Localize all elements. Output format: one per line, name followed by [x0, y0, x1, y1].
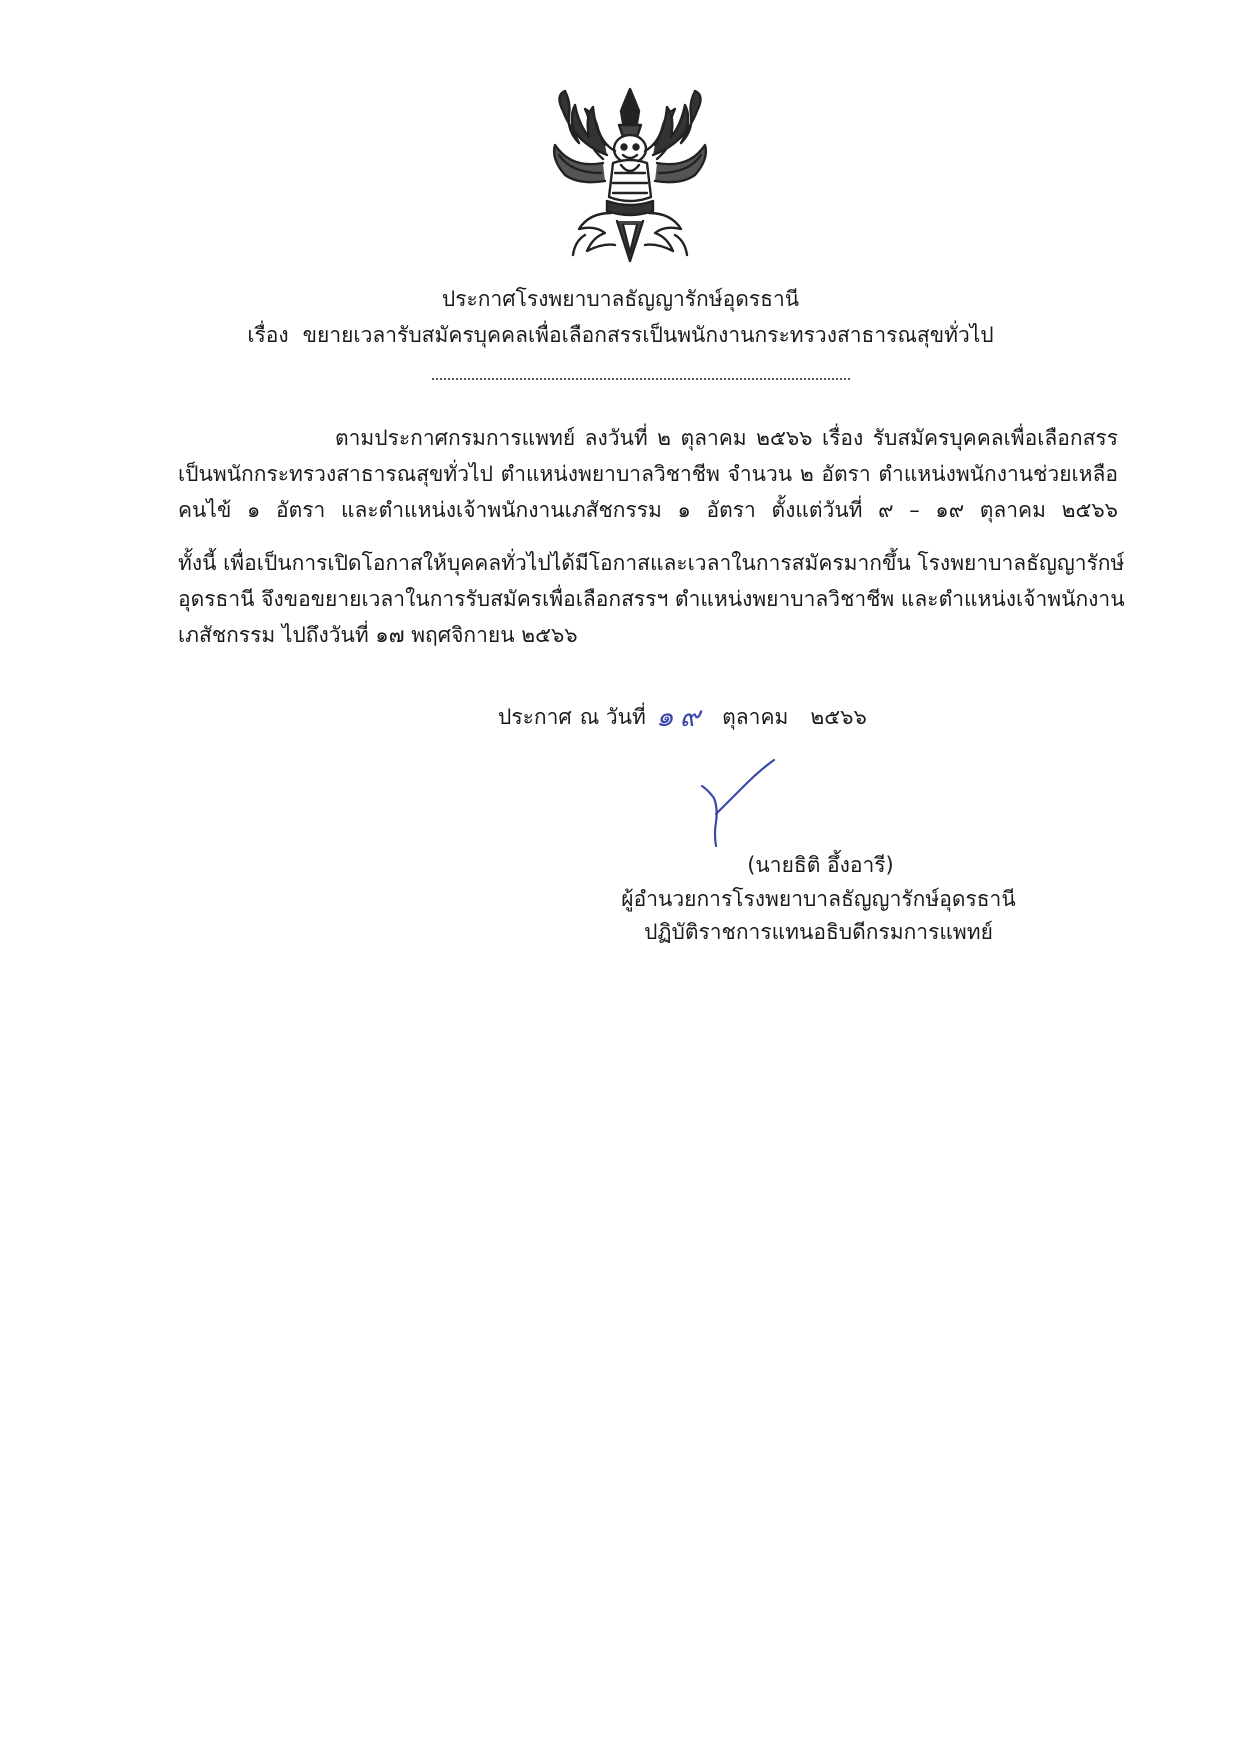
- date-day-handwritten: ๑๙: [655, 700, 707, 733]
- body-line: เภสัชกรรม ไปถึงวันที่ ๑๗ พฤศจิกายน ๒๕๖๖: [178, 623, 578, 647]
- announcement-subject: [0, 320, 1241, 350]
- signatory-name: (นายธิติ อึ้งอารี): [747, 853, 894, 877]
- date-prefix: ประกาศ: [498, 705, 572, 729]
- signatory-acting-position: ปฏิบัติราชการแทนอธิบดีกรมการแพทย์: [644, 920, 993, 944]
- body-line: ตามประกาศกรมการแพทย์ ลงวันที่ ๒ ตุลาคม ๒๕๖๖ เรื่อง รับสมัครบุคคลเพื่อเลือกสรร: [335, 426, 1118, 450]
- dotted-divider: [432, 378, 850, 380]
- body-line: อุดรธานี จึงขอขยายเวลาในการรับสมัครเพื่อเลือกสรรฯ ตำแหน่งพยาบาลวิชาชีพ และตำแหน่งเจ้าพนักงาน: [178, 587, 1125, 611]
- handwritten-signature: [680, 752, 790, 852]
- body-line: ทั้งนี้ เพื่อเป็นการเปิดโอกาสให้บุคคลทั่วไปได้มีโอกาสและเวลาในการสมัครมากขึ้น โรงพยาบาลธัญญารักษ์: [178, 551, 1125, 575]
- subject-label: เรื่อง: [247, 323, 289, 347]
- announcement-date: [498, 700, 867, 734]
- date-month: ตุลาคม: [722, 705, 789, 729]
- body-line: คนไข้ ๑ อัตรา และตำแหน่งเจ้าพนักงานเภสัชกรรม ๑ อัตรา ตั้งแต่วันที่ ๙ – ๑๙ ตุลาคม ๒๕๖๖: [178, 498, 1118, 522]
- date-at-label: ณ วันที่: [579, 705, 646, 729]
- body-line: เป็นพนักกระทรวงสาธารณสุขทั่วไป ตำแหน่งพยาบาลวิชาชีพ จำนวน ๒ อัตรา ตำแหน่งพนักงานช่วยเหลือ: [178, 462, 1118, 486]
- signatory-position: ผู้อำนวยการโรงพยาบาลธัญญารักษ์อุดรธานี: [621, 887, 1016, 911]
- garuda-emblem-icon: [545, 85, 715, 263]
- date-year: ๒๕๖๖: [810, 705, 867, 729]
- subject-text: ขยายเวลารับสมัครบุคคลเพื่อเลือกสรรเป็นพนักงานกระทรวงสาธารณสุขทั่วไป: [302, 323, 994, 347]
- announcement-title: ประกาศโรงพยาบาลธัญญารักษ์อุดรธานี: [441, 287, 800, 311]
